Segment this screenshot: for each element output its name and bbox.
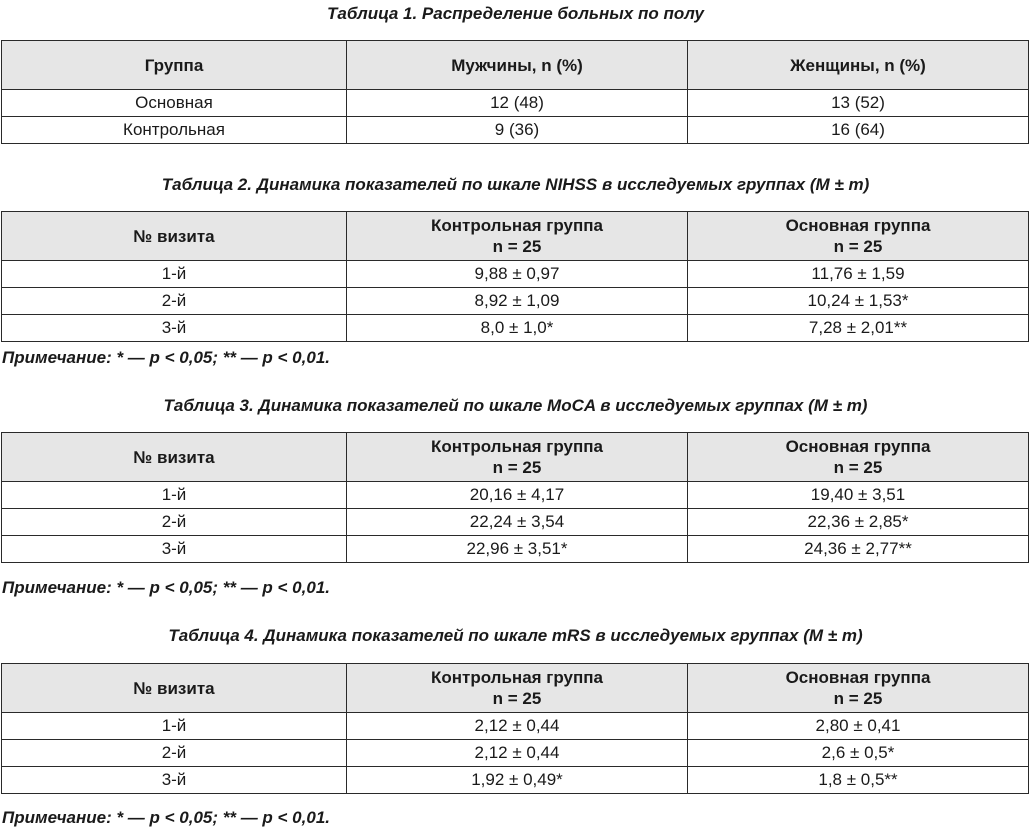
table-cell: 13 (52) [688, 90, 1029, 117]
table-1-caption: Таблица 1. Распределение больных по полу [326, 4, 705, 23]
table-cell: 12 (48) [347, 90, 688, 117]
table-row [2, 767, 1029, 794]
header-subtitle: n = 25 [833, 458, 883, 477]
table-cell: 10,24 ± 1,53* [688, 288, 1029, 315]
table-cell: 9,88 ± 0,97 [347, 261, 688, 288]
table-cell: Основная [2, 90, 347, 117]
header-title: Контрольная группа [430, 437, 603, 456]
table-cell: 22,24 ± 3,54 [347, 509, 688, 536]
table-3-caption: Таблица 3. Динамика показателей по шкале MoCA в исследуемых группах (M ± m) [163, 396, 868, 415]
table-cell: 22,36 ± 2,85* [688, 509, 1029, 536]
header-title: Контрольная группа [430, 668, 603, 687]
table-cell: 2,6 ± 0,5* [688, 740, 1029, 767]
table-row [2, 740, 1029, 767]
header-title: Основная группа [785, 668, 931, 687]
table-cell: 3-й [2, 536, 347, 563]
table-cell: 8,0 ± 1,0* [347, 315, 688, 342]
column-header [347, 212, 688, 261]
table-header-row [2, 212, 1029, 261]
table-3-note: Примечание: * — p < 0,05; ** — p < 0,01. [2, 578, 330, 597]
column-header [347, 664, 688, 713]
column-header [688, 433, 1029, 482]
column-header: № визита [2, 433, 347, 482]
table-row [2, 713, 1029, 740]
table-cell: 24,36 ± 2,77** [688, 536, 1029, 563]
table-4 [1, 663, 1029, 794]
table-cell: 19,40 ± 3,51 [688, 482, 1029, 509]
table-cell: 1,92 ± 0,49* [347, 767, 688, 794]
header-title: Контрольная группа [430, 216, 603, 235]
table-row [2, 117, 1029, 144]
header-subtitle: n = 25 [833, 689, 883, 708]
column-header [688, 664, 1029, 713]
table-cell: 2,12 ± 0,44 [347, 713, 688, 740]
column-header: Женщины, n (%) [688, 41, 1029, 90]
column-header: № визита [2, 212, 347, 261]
table-cell: 2,80 ± 0,41 [688, 713, 1029, 740]
header-title: Основная группа [785, 437, 931, 456]
table-cell: Контрольная [2, 117, 347, 144]
column-header: Мужчины, n (%) [347, 41, 688, 90]
header-subtitle: n = 25 [833, 237, 883, 256]
table-cell: 2,12 ± 0,44 [347, 740, 688, 767]
table-3 [1, 432, 1029, 563]
table-header-row [2, 41, 1029, 90]
table-cell: 1,8 ± 0,5** [688, 767, 1029, 794]
table-cell: 2-й [2, 740, 347, 767]
table-2-caption: Таблица 2. Динамика показателей по шкале NIHSS в исследуемых группах (M ± m) [161, 175, 870, 194]
column-header: Группа [2, 41, 347, 90]
table-row [2, 90, 1029, 117]
table-cell: 7,28 ± 2,01** [688, 315, 1029, 342]
table-row [2, 509, 1029, 536]
table-cell: 22,96 ± 3,51* [347, 536, 688, 563]
table-cell: 20,16 ± 4,17 [347, 482, 688, 509]
header-subtitle: n = 25 [492, 689, 542, 708]
table-4-caption: Таблица 4. Динамика показателей по шкале mRS в исследуемых группах (M ± m) [168, 626, 863, 645]
column-header: № визита [2, 664, 347, 713]
table-cell: 3-й [2, 767, 347, 794]
table-cell: 11,76 ± 1,59 [688, 261, 1029, 288]
table-row [2, 482, 1029, 509]
header-subtitle: n = 25 [492, 237, 542, 256]
column-header [347, 433, 688, 482]
table-4-note: Примечание: * — p < 0,05; ** — p < 0,01. [2, 808, 330, 827]
table-cell: 1-й [2, 261, 347, 288]
table-2-note: Примечание: * — p < 0,05; ** — p < 0,01. [2, 348, 330, 367]
table-1 [1, 40, 1029, 144]
table-cell: 8,92 ± 1,09 [347, 288, 688, 315]
header-subtitle: n = 25 [492, 458, 542, 477]
table-cell: 9 (36) [347, 117, 688, 144]
table-cell: 2-й [2, 288, 347, 315]
table-row [2, 315, 1029, 342]
table-row [2, 288, 1029, 315]
table-cell: 16 (64) [688, 117, 1029, 144]
table-cell: 1-й [2, 482, 347, 509]
table-header-row [2, 664, 1029, 713]
table-cell: 1-й [2, 713, 347, 740]
table-cell: 3-й [2, 315, 347, 342]
table-row [2, 261, 1029, 288]
table-cell: 2-й [2, 509, 347, 536]
header-title: Основная группа [785, 216, 931, 235]
table-header-row [2, 433, 1029, 482]
table-2 [1, 211, 1029, 342]
column-header [688, 212, 1029, 261]
table-row [2, 536, 1029, 563]
